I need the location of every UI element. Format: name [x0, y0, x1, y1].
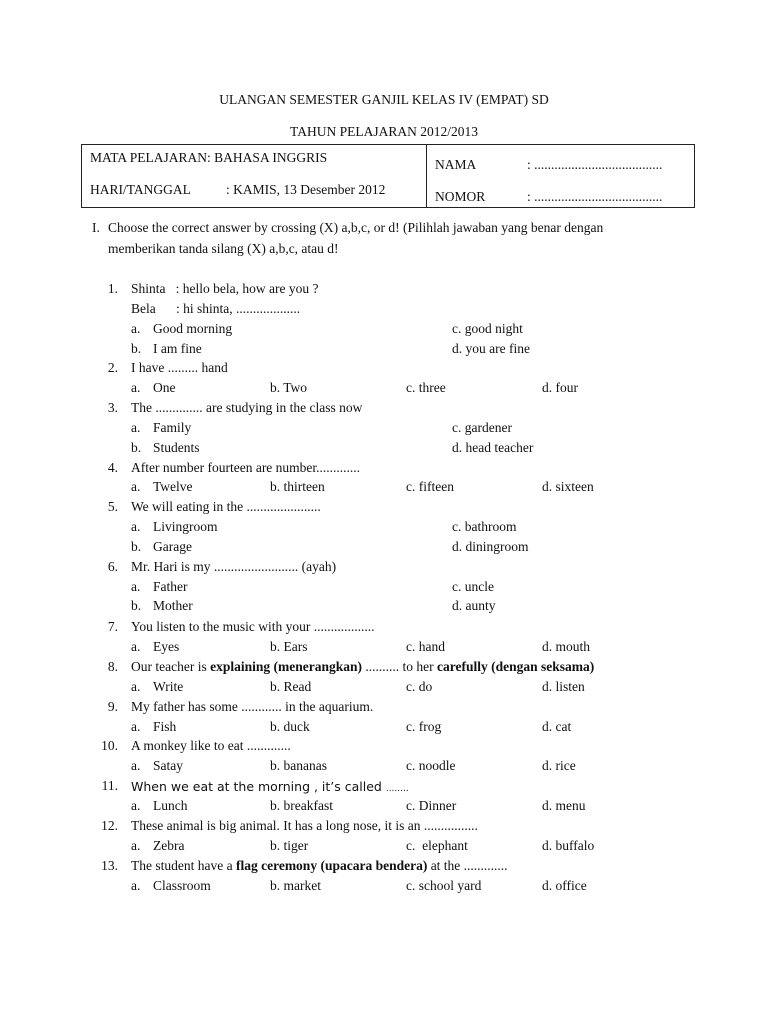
nomor-label: NOMOR: [435, 189, 486, 204]
option-d: d. cat: [542, 719, 572, 734]
question-number: 7.: [107, 619, 118, 634]
stem-text: When we eat at the morning , it’s called: [131, 779, 386, 794]
option-a: Satay: [153, 758, 183, 773]
option-d: d. sixteen: [542, 479, 594, 494]
option-c: c. bathroom: [452, 519, 517, 534]
instruction-line-2: memberikan tanda silang (X) a,b,c, atau d!: [108, 241, 339, 256]
stem-bold-term: carefully (dengan seksama): [436, 659, 595, 674]
nama-field: : ......................................: [527, 157, 663, 172]
stem-bold-term: flag ceremony (upacara bendera): [235, 858, 428, 873]
stem-text: at the .............: [427, 858, 508, 873]
option-a: Write: [153, 679, 184, 694]
question-stem: Mr. Hari is my ......................... (ayah): [131, 559, 337, 574]
question-number: 5.: [107, 499, 118, 514]
option-d: d. four: [542, 380, 578, 395]
option-c: c. Dinner: [406, 798, 457, 813]
question-stem: We will eating in the ......................: [131, 499, 321, 514]
option-b: b. Two: [270, 380, 308, 395]
question-number: 10.: [101, 738, 118, 753]
option-a: Classroom: [153, 878, 211, 893]
option-d: d. you are fine: [452, 341, 530, 356]
question-number: 2.: [107, 360, 118, 375]
stem-blank: ........: [385, 784, 409, 794]
option-b: b. duck: [270, 719, 310, 734]
question-stem-line-2: Bela : hi shinta, ...................: [131, 301, 301, 316]
option-a-marker: a.: [131, 878, 141, 893]
option-a: Eyes: [153, 639, 180, 654]
option-a-marker: a.: [131, 321, 141, 336]
option-d: d. aunty: [452, 598, 496, 613]
question-number: 13.: [101, 858, 118, 873]
question-number: 6.: [107, 559, 118, 574]
option-a-marker: a.: [131, 639, 141, 654]
question-number: 1.: [107, 281, 118, 296]
question-number: 12.: [101, 818, 118, 833]
option-a-marker: a.: [131, 519, 141, 534]
option-b-marker: b.: [131, 539, 142, 554]
option-b: Mother: [153, 598, 193, 613]
nomor-field: : ......................................: [527, 189, 663, 204]
option-a-marker: a.: [131, 719, 141, 734]
option-b: b. tiger: [270, 838, 309, 853]
option-a: Lunch: [153, 798, 188, 813]
option-b: b. Ears: [270, 639, 308, 654]
question-number: 4.: [107, 460, 118, 475]
option-a: Good morning: [153, 321, 233, 336]
option-b: b. breakfast: [270, 798, 333, 813]
option-c: c. fifteen: [406, 479, 454, 494]
mapel-label: MATA PELAJARAN: BAHASA INGGRIS: [90, 150, 328, 165]
stem-text: Our teacher is: [131, 659, 211, 674]
option-a-marker: a.: [131, 479, 141, 494]
option-a: Father: [153, 579, 188, 594]
question-number: 3.: [107, 400, 118, 415]
question-stem: The .............. are studying in the class now: [131, 400, 363, 415]
hari-value: : KAMIS, 13 Desember 2012: [226, 182, 386, 197]
option-d: d. rice: [542, 758, 576, 773]
question-stem: [131, 659, 594, 675]
option-b: Students: [153, 440, 200, 455]
option-a-marker: a.: [131, 380, 141, 395]
question-number: 11.: [101, 778, 118, 793]
option-a-marker: a.: [131, 798, 141, 813]
option-b: Garage: [153, 539, 192, 554]
hari-label: HARI/TANGGAL: [90, 182, 191, 197]
exam-subtitle: TAHUN PELAJARAN 2012/2013: [290, 124, 478, 139]
question-stem: After number fourteen are number.............: [131, 460, 361, 475]
option-a: Twelve: [153, 479, 193, 494]
option-a: Livingroom: [153, 519, 218, 534]
option-a-marker: a.: [131, 758, 141, 773]
exam-title: ULANGAN SEMESTER GANJIL KELAS IV (EMPAT) SD: [219, 92, 549, 107]
option-a-marker: a.: [131, 579, 141, 594]
question-stem: [131, 779, 409, 794]
question-stem: My father has some ............ in the aquarium.: [131, 699, 374, 714]
option-c: c. uncle: [452, 579, 494, 594]
option-c: c. frog: [406, 719, 442, 734]
instruction-number: I.: [92, 220, 100, 235]
option-d: d. menu: [542, 798, 586, 813]
question-stem: You listen to the music with your ..................: [131, 619, 375, 634]
question-number: 8.: [107, 659, 118, 674]
option-c: c. three: [406, 380, 446, 395]
option-a: Family: [153, 420, 192, 435]
stem-bold-term: explaining (menerangkan): [210, 659, 362, 674]
option-a-marker: a.: [131, 838, 141, 853]
question-stem: A monkey like to eat .............: [131, 738, 291, 753]
option-a: Fish: [153, 719, 177, 734]
option-a-marker: a.: [131, 679, 141, 694]
option-b-marker: b.: [131, 440, 142, 455]
option-b-marker: b.: [131, 598, 142, 613]
option-c: c. do: [406, 679, 433, 694]
option-c: c. good night: [452, 321, 523, 336]
option-b: b. Read: [270, 679, 312, 694]
option-b: I am fine: [153, 341, 202, 356]
instruction-line-1: Choose the correct answer by crossing (X) a,b,c, or d! (Pilihlah jawaban yang benar dengan: [108, 220, 604, 235]
stem-text: The student have a: [131, 858, 236, 873]
option-b: b. bananas: [270, 758, 327, 773]
question-stem: Shinta : hello bela, how are you ?: [131, 281, 319, 296]
option-d: d. office: [542, 878, 587, 893]
stem-text: .......... to her: [361, 659, 437, 674]
option-b-marker: b.: [131, 341, 142, 356]
header-divider: [426, 145, 427, 207]
option-c: c. school yard: [406, 878, 482, 893]
option-d: d. buffalo: [542, 838, 595, 853]
option-d: d. listen: [542, 679, 585, 694]
option-a: One: [153, 380, 176, 395]
option-b: b. thirteen: [270, 479, 325, 494]
nama-label: NAMA: [435, 157, 477, 172]
option-c: c. gardener: [452, 420, 512, 435]
question-stem: [131, 858, 508, 874]
option-d: d. mouth: [542, 639, 591, 654]
question-stem: I have ......... hand: [131, 360, 228, 375]
option-a: Zebra: [153, 838, 185, 853]
option-c: c. hand: [406, 639, 445, 654]
option-b: b. market: [270, 878, 321, 893]
question-stem: These animal is big animal. It has a long nose, it is an ................: [131, 818, 478, 833]
option-a-marker: a.: [131, 420, 141, 435]
option-c: c. noodle: [406, 758, 456, 773]
option-d: d. head teacher: [452, 440, 534, 455]
option-c: c. elephant: [406, 838, 468, 853]
option-d: d. diningroom: [452, 539, 529, 554]
question-number: 9.: [107, 699, 118, 714]
